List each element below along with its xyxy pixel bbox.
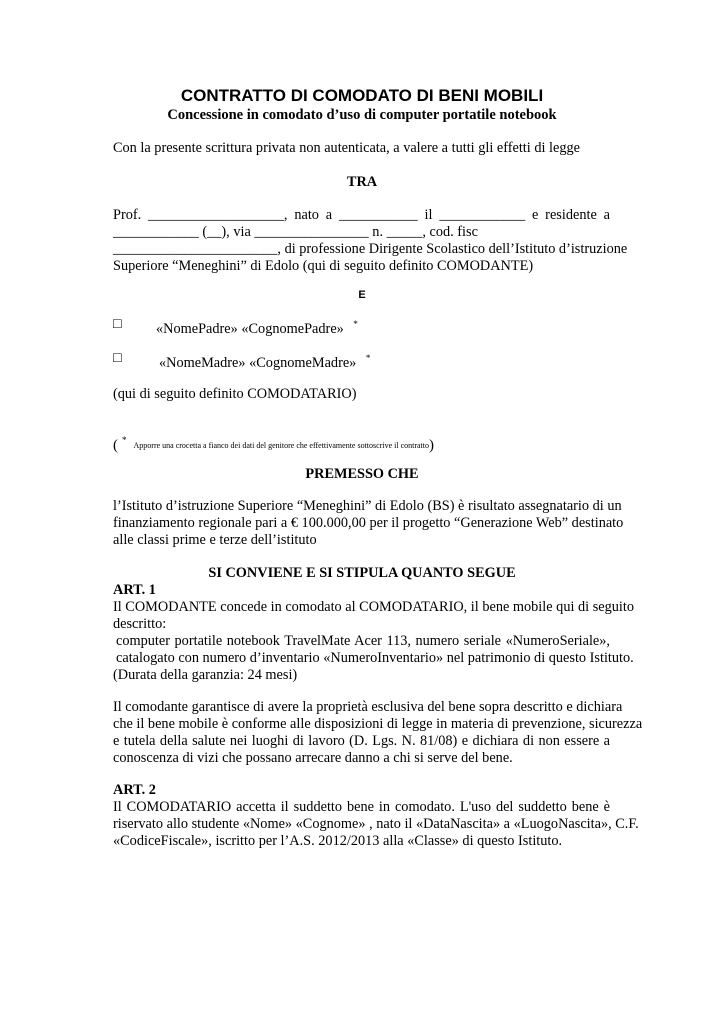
footnote-asterisk: *	[122, 435, 127, 445]
intro-text: Con la presente scrittura privata non autenticata, a valere a tutti gli effetti di legge	[113, 140, 580, 156]
footnote-open: (	[113, 437, 118, 454]
checkbox-madre[interactable]: □	[113, 350, 122, 366]
madre-fields: «NomeMadre» «CognomeMadre»	[159, 354, 357, 371]
art1-p2-line-2: che il bene mobile è conforme alle disposizioni di legge in materia di prevenzione, sicurezza	[113, 716, 643, 732]
padre-fields: «NomePadre» «CognomePadre»	[156, 320, 344, 337]
madre-asterisk: *	[365, 353, 371, 363]
padre-name	[156, 316, 358, 338]
comodante-line-2: ____________ (__), via ________________ n. _____, cod. fisc	[113, 224, 478, 240]
document-title: CONTRATTO DI COMODATO DI BENI MOBILI	[180, 86, 544, 105]
art2-heading: ART. 2	[113, 782, 156, 798]
art1-line-3: computer portatile notebook TravelMate Acer 113, numero seriale «NumeroSeriale»,	[116, 633, 610, 649]
art1-p2-line-1: Il comodante garantisce di avere la proprietà esclusiva del bene sopra descritto e dichiara	[113, 699, 623, 715]
tra-heading: TRA	[346, 174, 378, 190]
art2-line-1: Il COMODATARIO accetta il suddetto bene in comodato. L'uso del suddetto bene è	[113, 799, 610, 815]
conviene-heading: SI CONVIENE E SI STIPULA QUANTO SEGUE	[208, 565, 516, 581]
premesso-heading: PREMESSO CHE	[305, 466, 419, 482]
art1-heading: ART. 1	[113, 582, 156, 598]
footnote-close: )	[429, 437, 435, 454]
art1-p2-line-3: e tutela della salute nei luoghi di lavoro (D. Lgs. N. 81/08) e dichiara di non essere a	[113, 733, 610, 749]
checkbox-padre[interactable]: □	[113, 316, 122, 332]
art1-p2-line-4: conoscenza di vizi che possano arrecare danno a chi si serve del bene.	[113, 750, 513, 766]
padre-asterisk: *	[353, 319, 358, 329]
madre-name	[159, 350, 370, 372]
art1-line-2: descritto:	[113, 616, 167, 632]
art1-line-5: (Durata della garanzia: 24 mesi)	[113, 667, 298, 683]
comodante-line-3: _______________________, di professione Dirigente Scolastico dell’Istituto d’istruzione	[113, 241, 628, 257]
premesso-line-2: finanziamento regionale pari a € 100.000,00 per il progetto “Generazione Web” destinato	[113, 515, 624, 531]
footnote	[113, 435, 434, 454]
premesso-line-1: l’Istituto d’istruzione Superiore “Meneghini” di Edolo (BS) è risultato assegnatario di un	[113, 498, 622, 514]
document-subtitle: Concessione in comodato d’uso di computer portatile notebook	[167, 107, 557, 123]
comodatario-definition: (qui di seguito definito COMODATARIO)	[113, 386, 357, 402]
premesso-line-3: alle classi prime e terze dell’istituto	[113, 532, 317, 548]
footnote-text: Apporre una crocetta a fianco dei dati del genitore che effettivamente sottoscrive il contratto	[133, 441, 430, 451]
e-separator: E	[358, 289, 366, 301]
art2-line-3: «CodiceFiscale», iscritto per l’A.S. 2012/2013 alla «Classe» di questo Istituto.	[113, 833, 563, 849]
comodante-line-1: Prof. ___________________, nato a ___________ il ____________ e residente a	[113, 207, 610, 223]
art1-line-4: catalogato con numero d’inventario «NumeroInventario» nel patrimonio di questo Istituto.	[116, 650, 634, 666]
art2-line-2: riservato allo studente «Nome» «Cognome» , nato il «DataNascita» a «LuogoNascita», C.F.	[113, 816, 639, 832]
art1-line-1: Il COMODANTE concede in comodato al COMODATARIO, il bene mobile qui di seguito	[113, 599, 635, 615]
comodante-line-4: Superiore “Meneghini” di Edolo (qui di seguito definito COMODANTE)	[113, 258, 534, 274]
